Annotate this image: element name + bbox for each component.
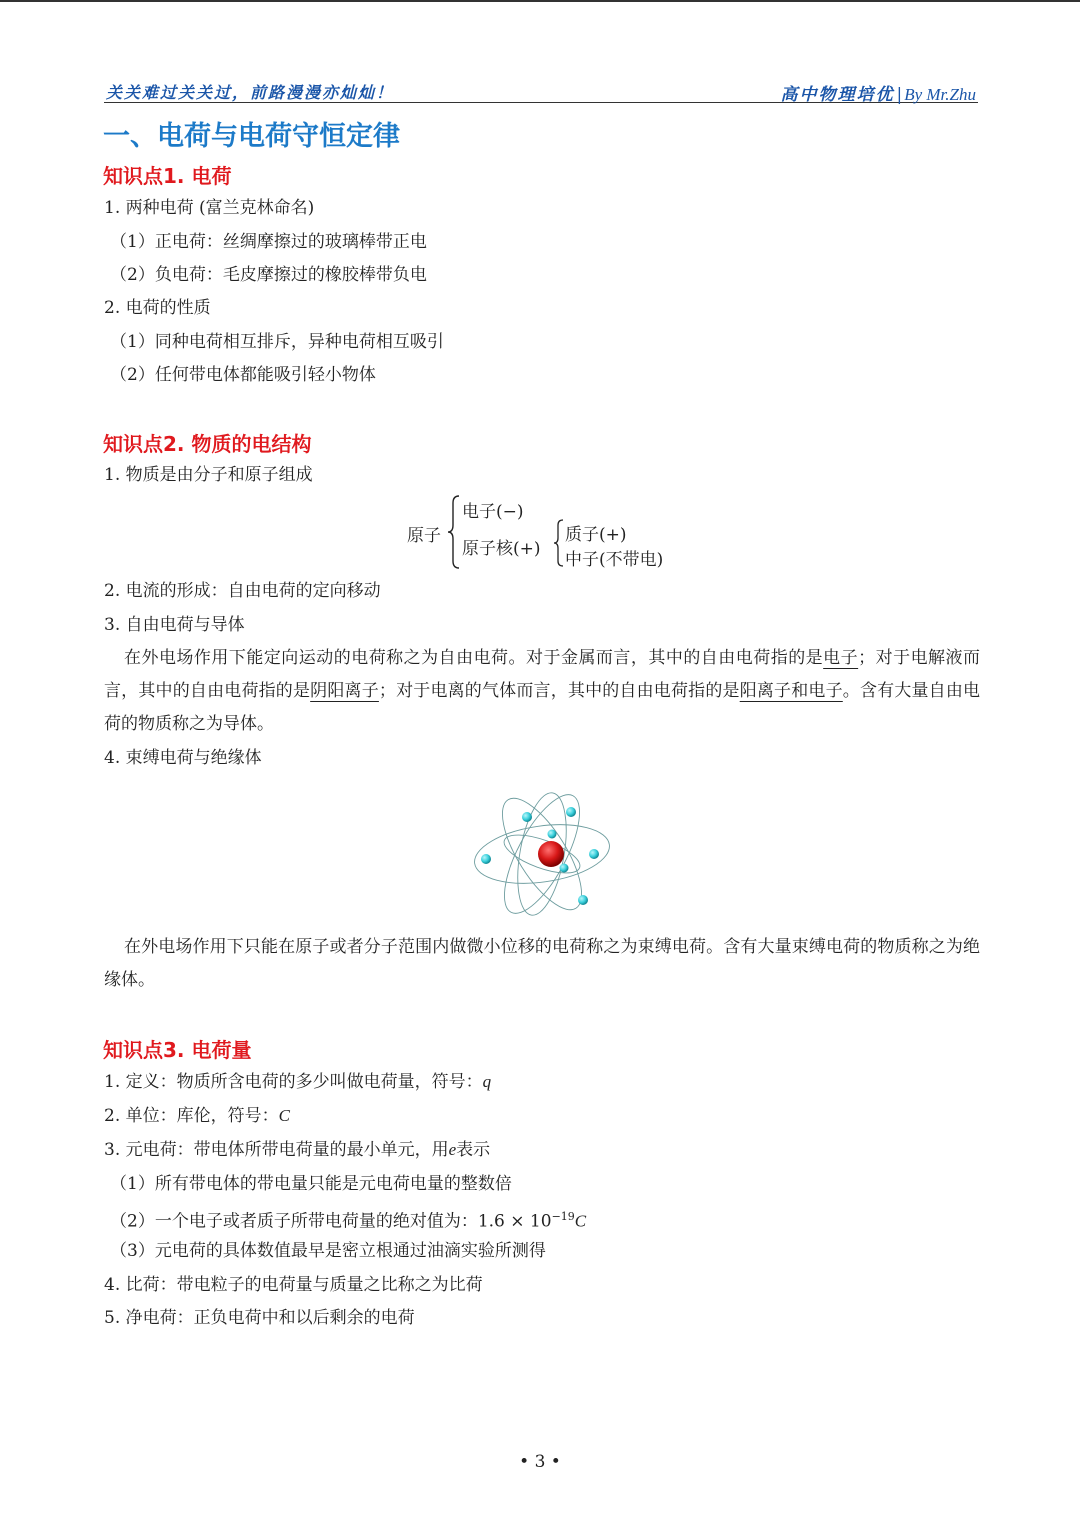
atom-model-icon bbox=[470, 782, 615, 922]
left-brace-icon bbox=[447, 495, 461, 569]
underlined-answer: 电子 bbox=[823, 648, 859, 668]
kp1-line: （1）正电荷：丝绸摩擦过的玻璃棒带正电 bbox=[110, 232, 427, 252]
atom-structure-diagram bbox=[407, 493, 687, 573]
kp3-line: 4. 比荷：带电粒子的电荷量与质量之比称之为比荷 bbox=[104, 1275, 483, 1295]
header-brand bbox=[780, 80, 976, 105]
page-header bbox=[104, 80, 978, 103]
kp1-title: 知识点1. 电荷 bbox=[103, 164, 232, 188]
header-motto: 关关难过关关过，前路漫漫亦灿灿！ bbox=[106, 83, 395, 102]
top-border bbox=[0, 0, 1080, 2]
left-brace-icon bbox=[553, 519, 565, 567]
brand-en: By Mr.Zhu bbox=[904, 85, 976, 104]
kp3-line bbox=[104, 1140, 490, 1160]
free-charge-paragraph bbox=[104, 642, 980, 741]
struct-atom: 原子 bbox=[407, 526, 441, 546]
struct-proton: 质子(+) bbox=[565, 525, 627, 545]
para-text: 。含有大量自由电荷的物质称之为导体。 bbox=[104, 681, 981, 734]
symbol-c: C bbox=[278, 1106, 290, 1125]
unit-c: C bbox=[574, 1211, 587, 1231]
symbol-e: e bbox=[448, 1140, 457, 1159]
kp3-text: 1. 定义：物质所含电荷的多少叫做电荷量，符号： bbox=[104, 1072, 483, 1092]
kp2-line: 1. 物质是由分子和原子组成 bbox=[104, 465, 313, 485]
kp1-line: （2）任何带电体都能吸引轻小物体 bbox=[110, 365, 376, 385]
struct-neutron: 中子(不带电) bbox=[565, 550, 664, 570]
kp3-text: （2）一个电子或者质子所带电荷量的绝对值为： bbox=[110, 1211, 478, 1232]
charge-exponent: −19 bbox=[551, 1210, 575, 1223]
charge-value: 1.6 × 10 bbox=[477, 1211, 552, 1232]
bound-charge-paragraph: 在外电场作用下只能在原子或者分子范围内做微小位移的电荷称之为束缚电荷。含有大量束缚电荷的物质称之为绝缘体。 bbox=[104, 937, 980, 990]
kp1-line: （2）负电荷：毛皮摩擦过的橡胶棒带负电 bbox=[110, 265, 427, 285]
chapter-title: 一、电荷与电荷守恒定律 bbox=[103, 121, 400, 152]
kp3-line: 5. 净电荷：正负电荷中和以后剩余的电荷 bbox=[104, 1308, 415, 1328]
kp2-line: 3. 自由电荷与导体 bbox=[104, 615, 245, 635]
underlined-answer: 阳离子和电子 bbox=[739, 681, 843, 701]
struct-nucleus: 原子核(+) bbox=[462, 539, 541, 559]
kp3-line bbox=[110, 1207, 586, 1232]
underlined-answer: 阴阳离子 bbox=[310, 681, 379, 701]
para-text: ；对于电解液而言，其中的自由电荷指的是 bbox=[104, 648, 981, 701]
kp3-text: 2. 单位：库伦，符号： bbox=[104, 1106, 279, 1126]
kp3-line bbox=[104, 1106, 290, 1126]
kp1-line: 2. 电荷的性质 bbox=[104, 298, 211, 318]
kp3-text: 表示 bbox=[456, 1140, 491, 1160]
struct-electron: 电子(−) bbox=[462, 502, 524, 522]
para-text: ；对于电离的气体而言，其中的自由电荷指的是 bbox=[378, 681, 740, 701]
brand-cn: 高中物理培优 bbox=[780, 85, 895, 105]
kp3-title: 知识点3. 电荷量 bbox=[103, 1038, 252, 1062]
kp3-text: 3. 元电荷：带电体所带电荷量的最小单元，用 bbox=[104, 1140, 449, 1160]
kp2-line: 2. 电流的形成：自由电荷的定向移动 bbox=[104, 581, 381, 601]
kp3-line bbox=[104, 1072, 491, 1092]
brand-separator: | bbox=[896, 85, 903, 105]
kp1-line: 1. 两种电荷 (富兰克林命名) bbox=[104, 198, 315, 218]
para-text: 在外电场作用下能定向运动的电荷称之为自由电荷。对于金属而言，其中的自由电荷指的是 bbox=[124, 648, 824, 668]
kp3-line: （1）所有带电体的带电量只能是元电荷电量的整数倍 bbox=[110, 1174, 512, 1194]
kp2-line: 4. 束缚电荷与绝缘体 bbox=[104, 748, 262, 768]
kp2-title: 知识点2. 物质的电结构 bbox=[103, 432, 312, 456]
kp1-line: （1）同种电荷相互排斥，异种电荷相互吸引 bbox=[110, 332, 444, 352]
kp3-line: （3）元电荷的具体数值最早是密立根通过油滴实验所测得 bbox=[110, 1241, 546, 1261]
page-number: • 3 • bbox=[519, 1452, 561, 1472]
symbol-q: q bbox=[482, 1072, 492, 1091]
